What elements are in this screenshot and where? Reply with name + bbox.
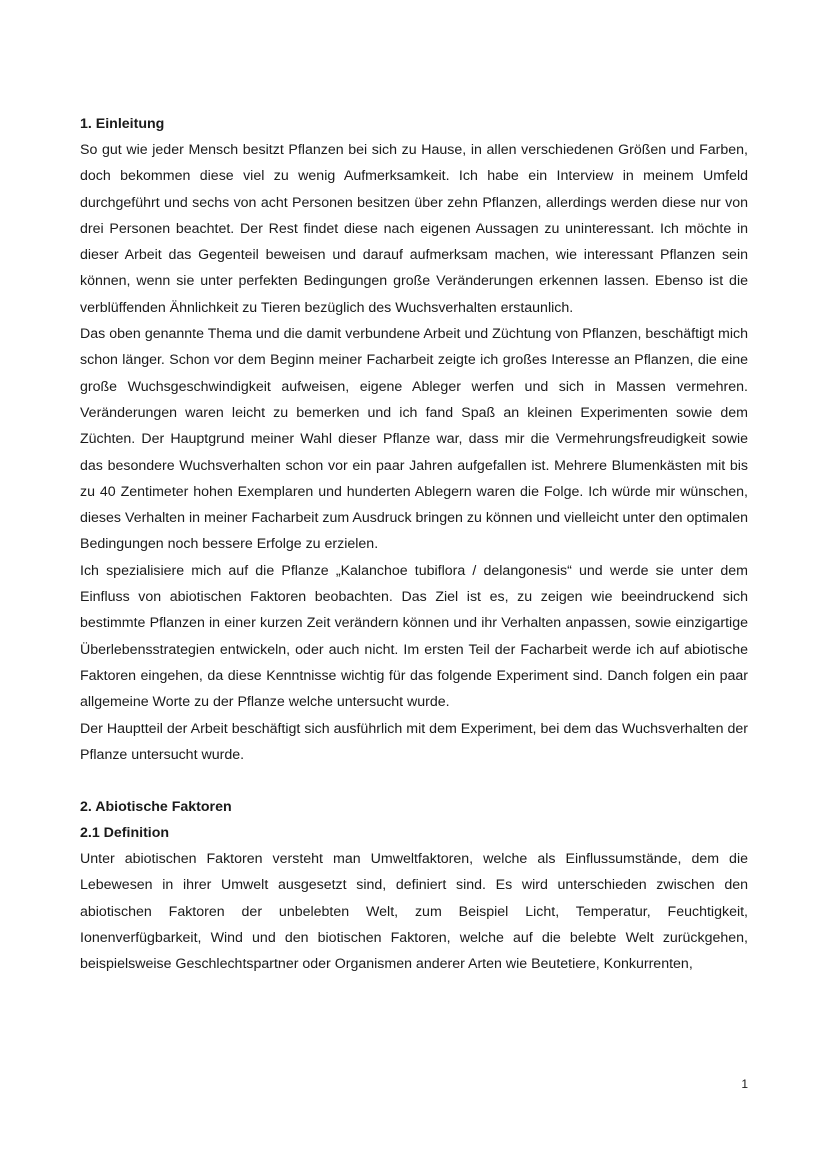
page-number: 1: [741, 1077, 748, 1091]
subsection-heading-definition: 2.1 Definition: [80, 825, 170, 842]
paragraph-definition: Unter abiotischen Faktoren versteht man Umweltfaktoren, welche als Einflussumstände, dem die Lebewesen in ihrer Umwelt ausgesetzt sind, definiert sind. Es wird unterschieden zwischen den abiotischen Faktoren der unbelebten Welt, zum Beispiel Licht, Temperatur, Feuchtigkeit, Ionenverfügbarkeit, Wind und den biotischen Faktoren, welche auf die belebte Welt zurückgehen, beispielsweise Geschlechtspartner oder Organismen anderer Arten wie Beutetiere, Konkurrenten,: [80, 851, 748, 973]
paragraph-intro-1: So gut wie jeder Mensch besitzt Pflanzen bei sich zu Hause, in allen verschiedenen Größen und Farben, doch bekommen diese viel zu wenig Aufmerksamkeit. Ich habe ein Interview in meinem Umfeld durchgeführt und sechs von acht Personen besitzen über zehn Pflanzen, allerdings werden diese nur von drei Personen beachtet. Der Rest findet diese nach eigenen Aussagen zu uninteressant. Ich möchte in dieser Arbeit das Gegenteil beweisen und darauf aufmerksam machen, wie interessant Pflanzen sein können, wenn sie unter perfekten Bedingungen große Veränderungen erkennen lassen. Ebenso ist die verblüffenden Ähnlichkeit zu Tieren bezüglich des Wuchsverhalten erstaunlich.: [80, 142, 748, 316]
section-heading-abiotische-faktoren: 2. Abiotische Faktoren: [80, 799, 232, 816]
section-spacer: [80, 768, 748, 794]
paragraph-intro-2: Das oben genannte Thema und die damit verbundene Arbeit und Züchtung von Pflanzen, beschäftigt mich schon länger. Schon vor dem Beginn meiner Facharbeit zeigte ich großes Interesse an Pflanzen, die eine große Wuchsgeschwindigkeit aufweisen, eigene Ableger werfen und sich in Massen vermehren. Veränderungen waren leicht zu bemerken und ich fand Spaß an kleinen Experimenten sowie dem Züchten. Der Hauptgrund meiner Wahl dieser Pflanze war, dass mir die Vermehrungsfreudigkeit sowie das besondere Wuchsverhalten schon vor ein paar Jahren aufgefallen ist. Mehrere Blumenkästen mit bis zu 40 Zentimeter hohen Exemplaren und hunderten Ablegern waren die Folge. Ich würde mir wünschen, dieses Verhalten in meiner Facharbeit zum Ausdruck bringen zu können und vielleicht unter den optimalen Bedingungen noch bessere Erfolge zu erzielen.: [80, 326, 748, 553]
paragraph-intro-4: Der Hauptteil der Arbeit beschäftigt sich ausführlich mit dem Experiment, bei dem das Wuchsverhalten der Pflanze untersucht wurde.: [80, 720, 748, 763]
section-heading-einleitung: 1. Einleitung: [80, 116, 165, 132]
document-page: [80, 111, 748, 978]
paragraph-intro-3: Ich spezialisiere mich auf die Pflanze „Kalanchoe tubiflora / delangonesis“ und werde sie unter dem Einfluss von abiotischen Faktoren beobachten. Das Ziel ist es, zu zeigen wie beeindruckend sich bestimmte Pflanzen in einer kurzen Zeit verändern können und ihr Verhalten anpassen, sowie einzigartige Überlebensstrategien entwickeln, oder auch nicht. Im ersten Teil der Facharbeit werde ich auf abiotische Faktoren eingehen, da diese Kenntnisse wichtig für das folgende Experiment sind. Danch folgen ein paar allgemeine Worte zu der Pflanze welche untersucht wurde.: [80, 562, 748, 711]
